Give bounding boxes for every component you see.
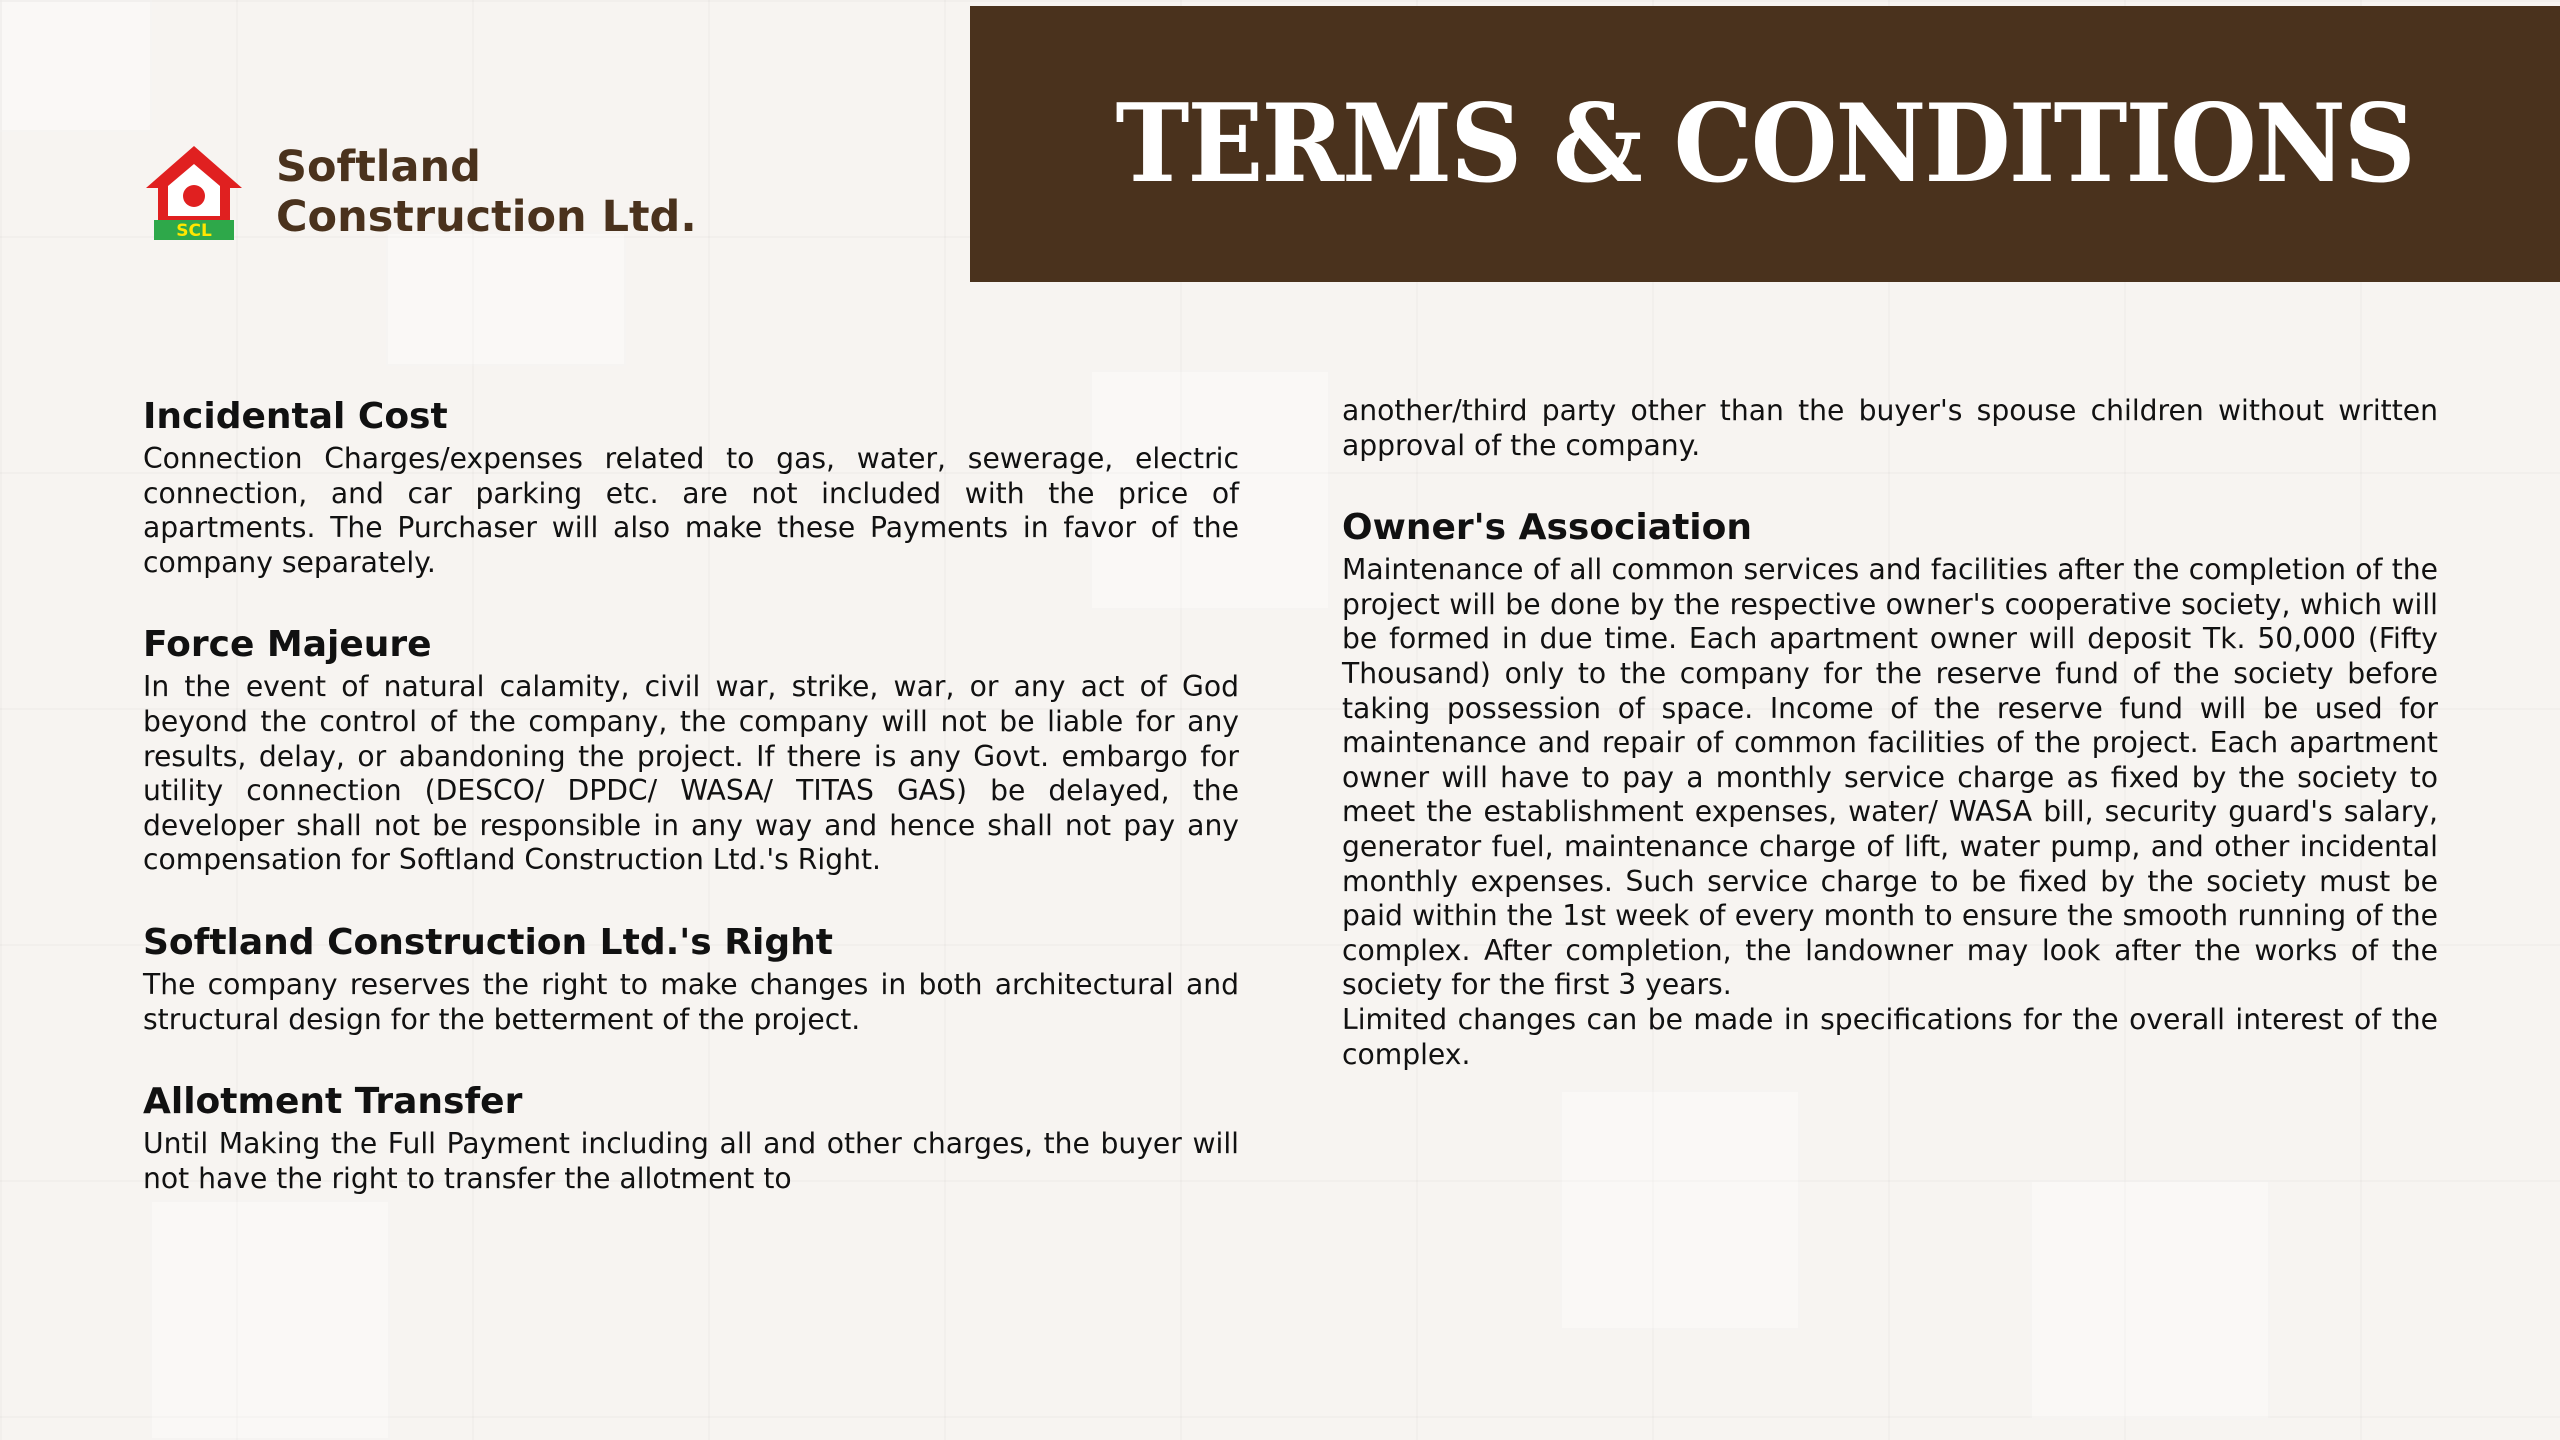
- section-body: The company reserves the right to make changes in both architectural and structural design for the betterment of the project.: [143, 967, 1239, 1036]
- page-title: TERMS & CONDITIONS: [1115, 81, 2415, 207]
- section-body: Maintenance of all common services and facilities after the completion of the project will be done by the respective owner's cooperative society, which will be formed in due time. Each apartment owner will deposit Tk. 50,000 (Fifty Thousand) only to the company for the reserve fund of the society before taking possession of space. Income of the reserve fund will be used for maintenance and repair of common facilities of the project. Each apartment owner will have to pay a monthly service charge as fixed by the society to meet the establishment expenses, water/ WASA bill, security guard's salary, generator fuel, maintenance charge of lift, water pump, and other incidental monthly expenses. Such service charge to be fixed by the society must be paid within the 1st week of every month to ensure the smooth running of the complex. After completion, the landowner may look after the works of the society for the first 3 years.: [1342, 553, 2438, 1002]
- section-heading: Allotment Transfer: [143, 1081, 523, 1123]
- section-heading: Force Majeure: [143, 624, 432, 666]
- right-column: [1342, 394, 2438, 1114]
- company-name-line1: Softland: [276, 142, 481, 192]
- background-tile: [1560, 1090, 1800, 1330]
- section-incidental-cost: [143, 394, 1239, 580]
- section-owners-association: [1342, 505, 2438, 1072]
- company-name: [276, 142, 697, 242]
- section-heading: Softland Construction Ltd.'s Right: [143, 921, 833, 963]
- company-brand: [142, 142, 697, 242]
- left-column: [143, 394, 1239, 1238]
- company-name-line2: Construction Ltd.: [276, 192, 697, 242]
- section-heading: Owner's Association: [1342, 507, 1752, 549]
- background-tile: [0, 0, 152, 132]
- company-logo-icon: [142, 142, 246, 242]
- section-body: Connection Charges/expenses related to gas, water, sewerage, electric connection, and car parking etc. are not included with the price of apartments. The Purchaser will also make these Payments in favor of the company separately.: [143, 442, 1239, 579]
- logo-text: SCL: [176, 221, 212, 241]
- continued-text: another/third party other than the buyer's spouse children without written approval of the company.: [1342, 394, 2438, 462]
- section-body: Until Making the Full Payment including all and other charges, the buyer will not have the right to transfer the allotment to: [143, 1127, 1239, 1195]
- section-company-right: [143, 920, 1239, 1037]
- section-body-continued: Limited changes can be made in specifications for the overall interest of the complex.: [1342, 1002, 2438, 1071]
- section-heading: Incidental Cost: [143, 396, 448, 437]
- background-tile: [386, 232, 626, 366]
- section-allotment-transfer: [143, 1079, 1239, 1196]
- section-body: In the event of natural calamity, civil war, strike, war, or any act of God beyond the control of the company, the company will not be liable for any results, delay, or abandoning the project. If there is any Govt. embargo for utility connection (DESCO/ DPDC/ WASA/ TITAS GAS) be delayed, the developer shall not be responsible in any way and hence shall not pay any compensation for Softland Construction Ltd.'s Right.: [143, 670, 1239, 877]
- background-tile: [2030, 1180, 2270, 1420]
- header-banner: [970, 6, 2560, 282]
- section-force-majeure: [143, 622, 1239, 878]
